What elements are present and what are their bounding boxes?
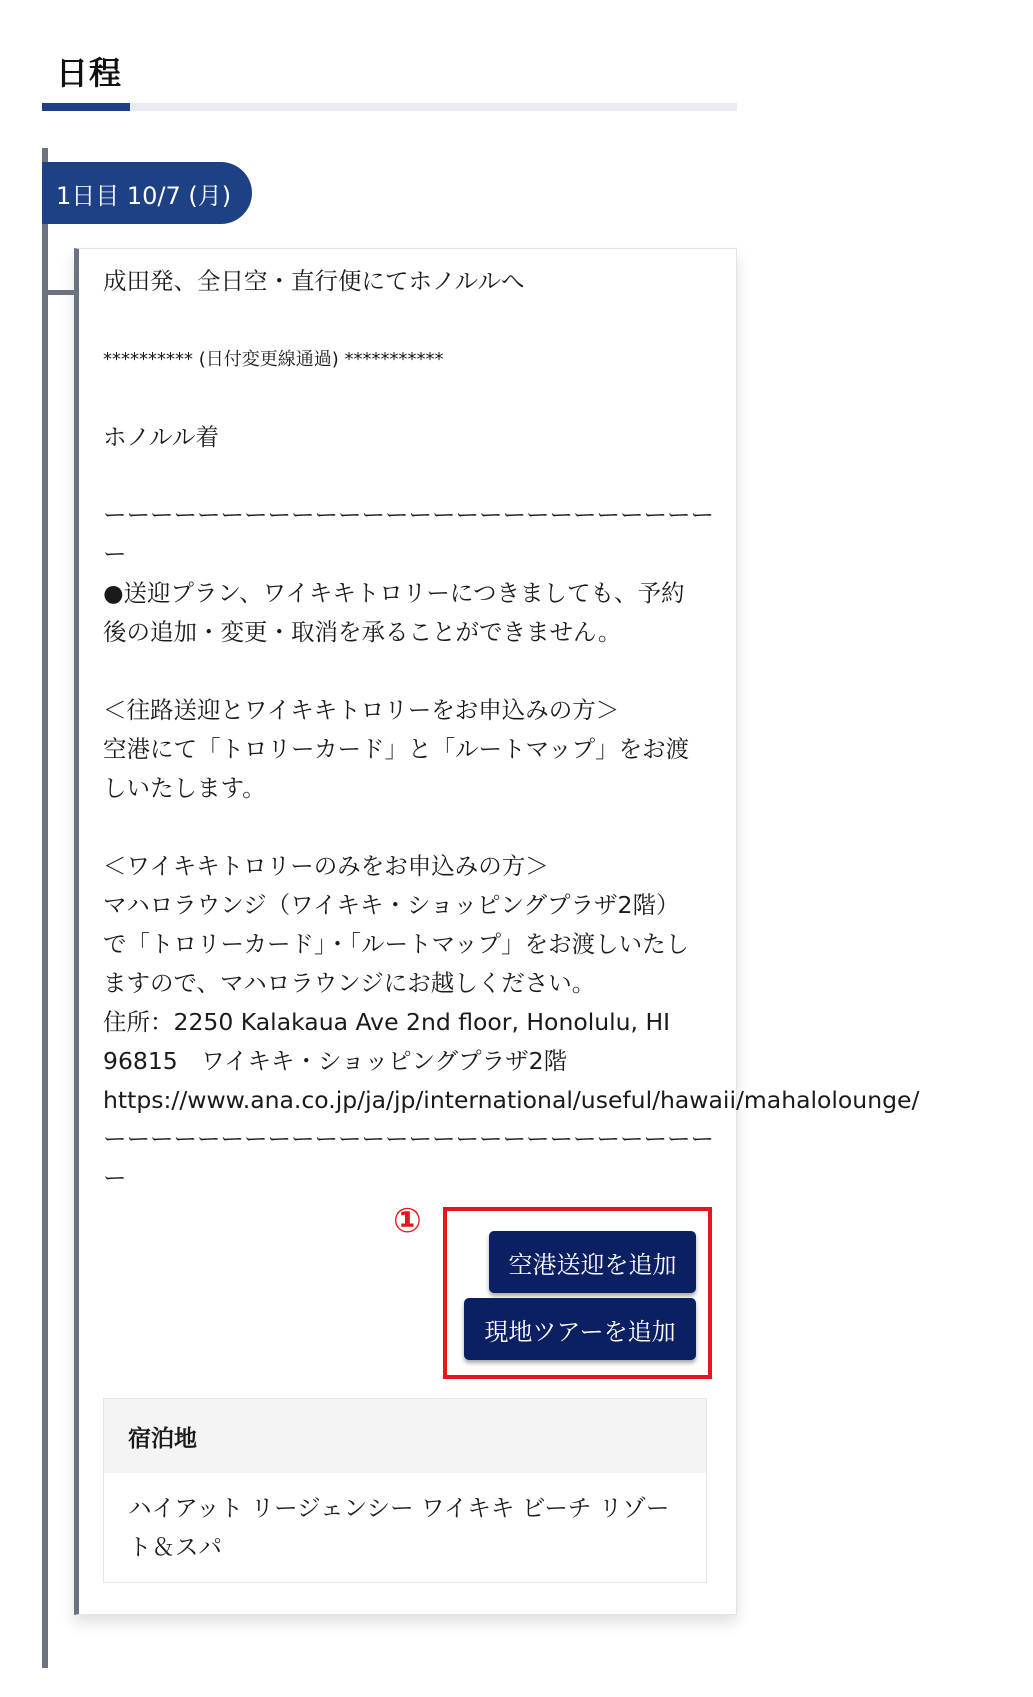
divider-line: ーーーーーーーーーーーーーーーーーーーーーーーーーー [103, 1125, 714, 1153]
lodging-box [103, 1398, 707, 1583]
add-airport-transfer-button[interactable]: 空港送迎を追加 [489, 1231, 696, 1293]
itinerary-line: ●送迎プラン、ワイキキトロリーにつきましても、予約 [103, 579, 685, 607]
itinerary-line: ********** (日付変更線通過) *********** [103, 349, 444, 370]
timeline-connector [42, 290, 78, 295]
title-underline [42, 103, 737, 111]
day-badge: 1日目 10/7 (月) [42, 162, 252, 224]
itinerary-line: 後の追加・変更・取消を承ることができません。 [103, 618, 622, 646]
page-title: 日程 [56, 54, 123, 92]
itinerary-line: で「トロリーカード」・「ルートマップ」をお渡しいたし [103, 930, 690, 958]
itinerary-line [103, 457, 723, 496]
itinerary-line: 空港にて「トロリーカード」と「ルートマップ」をお渡 [103, 735, 690, 763]
divider-line: ー [103, 540, 127, 568]
itinerary-line: 成田発、全日空・直行便にてホノルルへ [103, 267, 525, 295]
itinerary-line: ますので、マハロラウンジにお越しください。 [103, 969, 596, 997]
divider-line: ーーーーーーーーーーーーーーーーーーーーーーーーーー [103, 501, 714, 529]
lodging-name: ハイアット リージェンシー ワイキキ ビーチ リゾート＆スパ [128, 1494, 670, 1561]
itinerary-line: ＜ワイキキトロリーのみをお申込みの方＞ [103, 852, 549, 880]
itinerary-line [103, 652, 723, 691]
url-text: https://www.ana.co.jp/ja/jp/international/useful/hawaii/mahalolounge/ [103, 1086, 920, 1114]
itinerary-line [103, 301, 723, 340]
itinerary-line: マハロラウンジ（ワイキキ・ショッピングプラザ2階） [103, 891, 680, 919]
timeline-line [42, 148, 48, 1668]
itinerary-line: ホノルル着 [103, 423, 219, 451]
address-line: 住所：2250 Kalakaua Ave 2nd floor, Honolulu, HI [103, 1008, 671, 1036]
add-local-tour-button[interactable]: 現地ツアーを追加 [464, 1298, 696, 1360]
itinerary-line: ＜往路送迎とワイキキトロリーをお申込みの方＞ [103, 696, 620, 724]
lodging-header: 宿泊地 [104, 1399, 706, 1473]
itinerary-line: しいたします。 [103, 774, 266, 802]
divider-line: ー [103, 1164, 127, 1192]
address-line: 96815 ワイキキ・ショッピングプラザ2階 [103, 1047, 568, 1075]
itinerary-line [103, 808, 723, 847]
title-underline-accent [42, 103, 130, 111]
annotation-marker: ① [393, 1201, 422, 1241]
itinerary-description [103, 262, 920, 1198]
itinerary-line [103, 379, 723, 418]
